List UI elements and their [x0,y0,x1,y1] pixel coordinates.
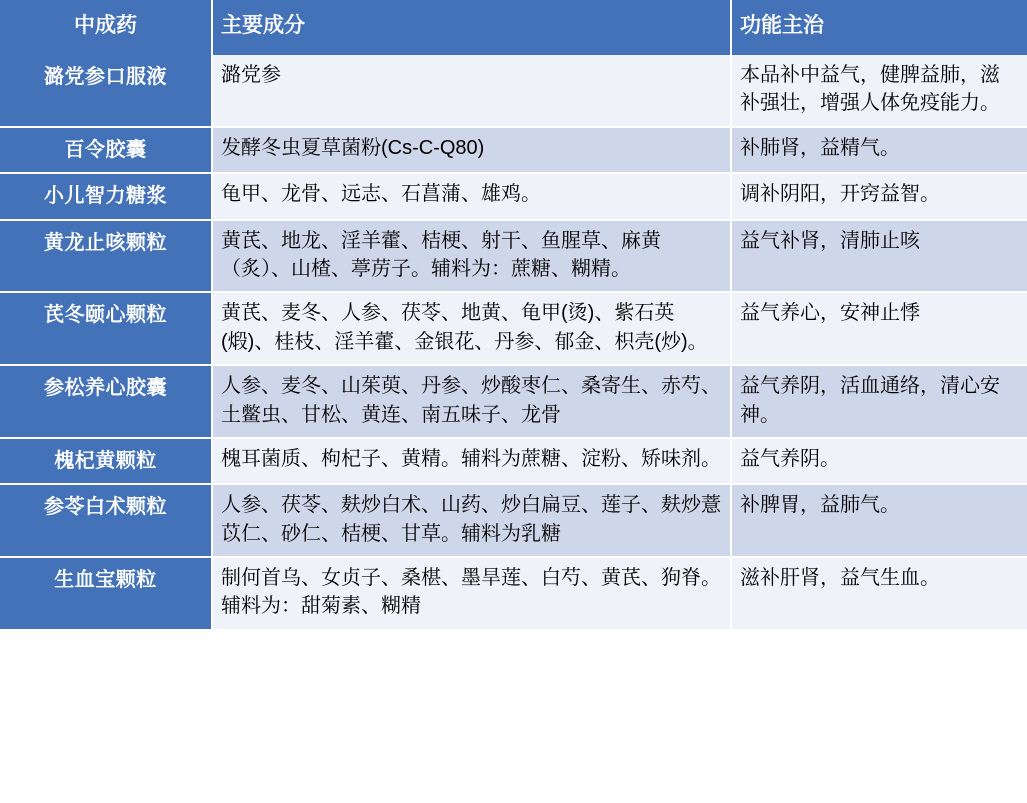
table-row [0,365,1027,438]
column-header-indications: 功能主治 [731,0,1027,55]
table-header [0,0,1027,55]
cell-indications: 益气补肾，清肺止咳 [731,220,1027,293]
table-row [0,55,1027,127]
column-header-medicine: 中成药 [0,0,212,55]
cell-ingredients: 黄芪、地龙、淫羊藿、桔梗、射干、鱼腥草、麻黄（炙）、山楂、葶苈子。辅料为：蔗糖、糊精。 [212,220,731,293]
cell-medicine-name: 生血宝颗粒 [0,557,212,629]
table-row [0,220,1027,293]
cell-ingredients: 人参、麦冬、山茱萸、丹参、炒酸枣仁、桑寄生、赤芍、土鳖虫、甘松、黄连、南五味子、龙骨 [212,365,731,438]
table-body [0,55,1027,629]
cell-indications: 益气养阴，活血通络，清心安神。 [731,365,1027,438]
cell-medicine-name: 潞党参口服液 [0,55,212,127]
cell-medicine-name: 参松养心胶囊 [0,365,212,438]
cell-indications: 补肺肾，益精气。 [731,127,1027,173]
table-header-row [0,0,1027,55]
cell-medicine-name: 槐杞黄颗粒 [0,438,212,484]
table-row [0,484,1027,557]
column-header-ingredients: 主要成分 [212,0,731,55]
cell-medicine-name: 芪冬颐心颗粒 [0,292,212,365]
cell-medicine-name: 小儿智力糖浆 [0,173,212,219]
cell-medicine-name: 百令胶囊 [0,127,212,173]
table-row [0,292,1027,365]
cell-ingredients: 黄芪、麦冬、人参、茯苓、地黄、龟甲(烫)、紫石英(煅)、桂枝、淫羊藿、金银花、丹参、郁金、枳壳(炒)。 [212,292,731,365]
cell-ingredients: 制何首乌、女贞子、桑椹、墨旱莲、白芍、黄芪、狗脊。辅料为：甜菊素、糊精 [212,557,731,629]
cell-indications: 补脾胃，益肺气。 [731,484,1027,557]
table-row [0,173,1027,219]
cell-ingredients: 槐耳菌质、枸杞子、黄精。辅料为蔗糖、淀粉、矫味剂。 [212,438,731,484]
cell-medicine-name: 黄龙止咳颗粒 [0,220,212,293]
table-row [0,438,1027,484]
cell-medicine-name: 参苓白术颗粒 [0,484,212,557]
cell-indications: 滋补肝肾，益气生血。 [731,557,1027,629]
cell-indications: 益气养阴。 [731,438,1027,484]
table-row [0,127,1027,173]
cell-indications: 本品补中益气，健脾益肺，滋补强壮，增强人体免疫能力。 [731,55,1027,127]
table-row [0,557,1027,629]
cell-indications: 益气养心，安神止悸 [731,292,1027,365]
cell-indications: 调补阴阳，开窍益智。 [731,173,1027,219]
cell-ingredients: 龟甲、龙骨、远志、石菖蒲、雄鸡。 [212,173,731,219]
cell-ingredients: 人参、茯苓、麸炒白术、山药、炒白扁豆、莲子、麸炒薏苡仁、砂仁、桔梗、甘草。辅料为乳糖 [212,484,731,557]
cell-ingredients: 发酵冬虫夏草菌粉(Cs-C-Q80) [212,127,731,173]
cell-ingredients: 潞党参 [212,55,731,127]
